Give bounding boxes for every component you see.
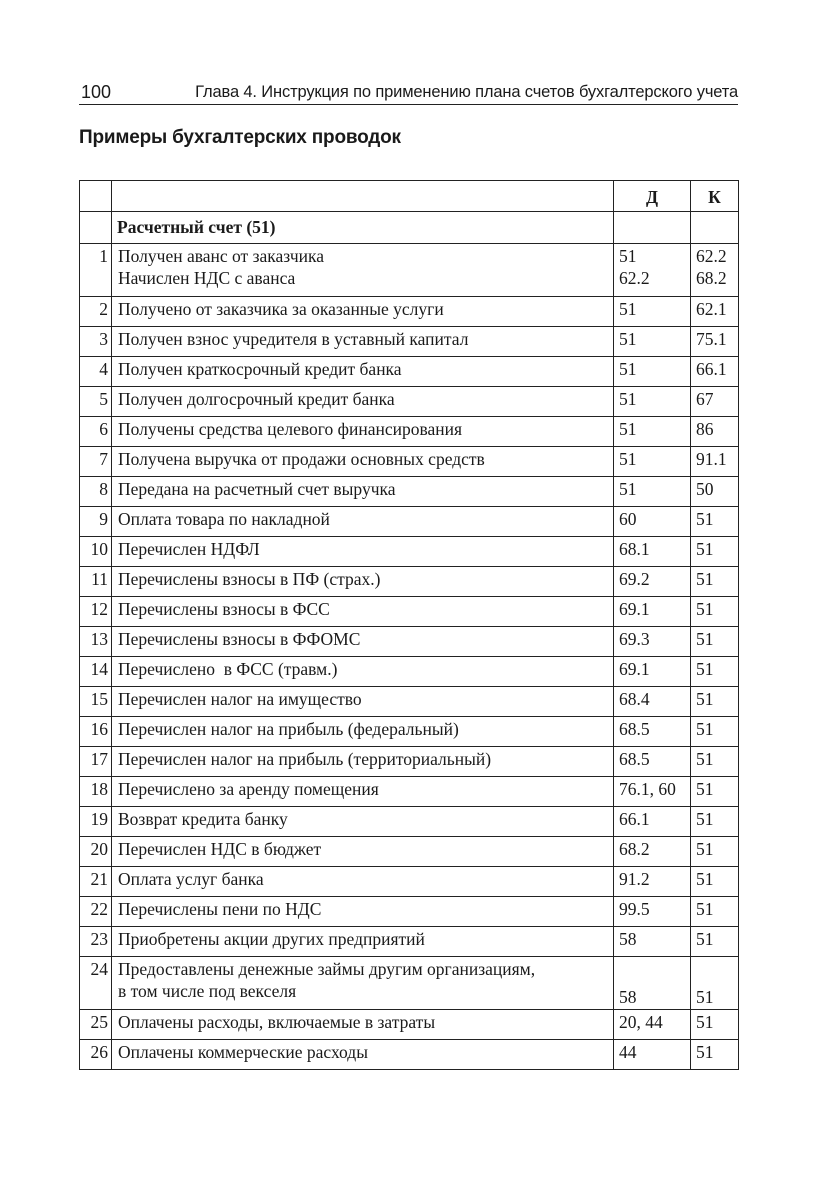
credit-account: 51 [691, 747, 739, 777]
credit-account: 51 [691, 1040, 739, 1070]
row-description: Перечислен налог на имущество [112, 687, 614, 717]
credit-account: 51 [691, 627, 739, 657]
table-row [80, 244, 739, 297]
credit-account: 67 [691, 387, 739, 417]
debit-account: 69.1 [614, 597, 691, 627]
debit-account: 91.2 [614, 867, 691, 897]
row-description: Получен взнос учредителя в уставный капитал [112, 327, 614, 357]
row-description [112, 957, 614, 1010]
debit-account: 68.5 [614, 717, 691, 747]
table-row [80, 1040, 739, 1070]
debit-account: 58 [614, 957, 691, 1010]
description-line: Получен аванс от заказчика [118, 246, 324, 266]
row-number: 3 [80, 327, 112, 357]
credit-account: 51 [691, 777, 739, 807]
debit-account: 76.1, 60 [614, 777, 691, 807]
credit-account: 51 [691, 927, 739, 957]
credit-account: 51 [691, 507, 739, 537]
row-description: Перечислены взносы в ФФОМС [112, 627, 614, 657]
debit-account: 51 [614, 447, 691, 477]
row-description: Возврат кредита банку [112, 807, 614, 837]
table-header-row [80, 181, 739, 212]
credit-account [691, 244, 739, 297]
row-number: 16 [80, 717, 112, 747]
credit-account: 51 [691, 717, 739, 747]
table-row [80, 957, 739, 1010]
table-row [80, 867, 739, 897]
table-row [80, 627, 739, 657]
row-description: Получены средства целевого финансирования [112, 417, 614, 447]
postings-table [79, 180, 739, 1070]
row-number: 22 [80, 897, 112, 927]
table-row [80, 417, 739, 447]
credit-account: 51 [691, 687, 739, 717]
table-row [80, 837, 739, 867]
table-cell [614, 212, 691, 244]
row-description: Оплата услуг банка [112, 867, 614, 897]
debit-account: 51 [614, 477, 691, 507]
debit-account: 20, 44 [614, 1010, 691, 1040]
table-row [80, 657, 739, 687]
row-number: 2 [80, 297, 112, 327]
debit-account: 51 [614, 417, 691, 447]
row-number: 15 [80, 687, 112, 717]
debit-line: 62.2 [619, 268, 650, 288]
account-subheading: Расчетный счет (51) [112, 212, 614, 244]
table-row [80, 597, 739, 627]
credit-account: 51 [691, 837, 739, 867]
table-row [80, 507, 739, 537]
credit-account: 75.1 [691, 327, 739, 357]
row-description: Перечислен налог на прибыль (территориальный) [112, 747, 614, 777]
row-number: 5 [80, 387, 112, 417]
credit-account: 51 [691, 567, 739, 597]
row-description: Перечислен НДС в бюджет [112, 837, 614, 867]
row-number: 20 [80, 837, 112, 867]
debit-account: 51 [614, 387, 691, 417]
credit-column-header: К [691, 181, 739, 212]
row-number: 9 [80, 507, 112, 537]
row-number: 13 [80, 627, 112, 657]
description-line: Начислен НДС с аванса [118, 268, 296, 288]
credit-account: 50 [691, 477, 739, 507]
row-number: 1 [80, 244, 112, 297]
row-description: Получена выручка от продажи основных средств [112, 447, 614, 477]
table-row [80, 537, 739, 567]
credit-account: 51 [691, 657, 739, 687]
description-line: в том числе под векселя [118, 981, 297, 1001]
section-title: Примеры бухгалтерских проводок [79, 127, 401, 148]
debit-account: 51 [614, 357, 691, 387]
row-number: 12 [80, 597, 112, 627]
debit-account: 68.4 [614, 687, 691, 717]
table-cell [691, 212, 739, 244]
row-description: Передана на расчетный счет выручка [112, 477, 614, 507]
credit-account: 62.1 [691, 297, 739, 327]
row-number: 19 [80, 807, 112, 837]
table-row [80, 897, 739, 927]
debit-account: 44 [614, 1040, 691, 1070]
table-row [80, 807, 739, 837]
row-number: 25 [80, 1010, 112, 1040]
row-number: 10 [80, 537, 112, 567]
row-description: Перечислено за аренду помещения [112, 777, 614, 807]
credit-line: 62.2 [696, 246, 727, 266]
row-number: 14 [80, 657, 112, 687]
debit-line: 51 [619, 246, 637, 266]
debit-account: 51 [614, 327, 691, 357]
credit-line: 68.2 [696, 268, 727, 288]
row-description: Получено от заказчика за оказанные услуги [112, 297, 614, 327]
row-number: 17 [80, 747, 112, 777]
credit-account: 51 [691, 597, 739, 627]
debit-account: 66.1 [614, 807, 691, 837]
table-row [80, 447, 739, 477]
table-cell [80, 212, 112, 244]
row-description: Перечислены взносы в ФСС [112, 597, 614, 627]
running-header [79, 80, 738, 105]
row-description: Оплачены коммерческие расходы [112, 1040, 614, 1070]
row-description: Получен долгосрочный кредит банка [112, 387, 614, 417]
subheading-row [80, 212, 739, 244]
debit-account: 69.2 [614, 567, 691, 597]
row-number: 26 [80, 1040, 112, 1070]
row-description: Перечислен налог на прибыль (федеральный) [112, 717, 614, 747]
debit-account: 68.1 [614, 537, 691, 567]
row-number: 8 [80, 477, 112, 507]
page-number: 100 [81, 82, 112, 102]
debit-account: 68.5 [614, 747, 691, 777]
table-row [80, 717, 739, 747]
row-description: Перечислено в ФСС (травм.) [112, 657, 614, 687]
debit-account: 68.2 [614, 837, 691, 867]
row-description: Получен краткосрочный кредит банка [112, 357, 614, 387]
row-description: Оплачены расходы, включаемые в затраты [112, 1010, 614, 1040]
table-row [80, 357, 739, 387]
debit-account: 99.5 [614, 897, 691, 927]
credit-account: 51 [691, 537, 739, 567]
table-row [80, 327, 739, 357]
table-row [80, 777, 739, 807]
row-description: Перечислен НДФЛ [112, 537, 614, 567]
credit-account: 86 [691, 417, 739, 447]
table-row [80, 477, 739, 507]
debit-account [614, 244, 691, 297]
credit-account: 91.1 [691, 447, 739, 477]
row-number: 23 [80, 927, 112, 957]
debit-account: 69.3 [614, 627, 691, 657]
row-description: Оплата товара по накладной [112, 507, 614, 537]
credit-account: 66.1 [691, 357, 739, 387]
table-row [80, 387, 739, 417]
credit-account: 51 [691, 957, 739, 1010]
table-row [80, 567, 739, 597]
credit-account: 51 [691, 1010, 739, 1040]
credit-account: 51 [691, 807, 739, 837]
credit-account: 51 [691, 897, 739, 927]
table-row [80, 1010, 739, 1040]
row-description [112, 244, 614, 297]
row-number: 11 [80, 567, 112, 597]
row-description: Перечислены пени по НДС [112, 897, 614, 927]
chapter-title: Глава 4. Инструкция по применению плана счетов бухгалтерского учета [195, 83, 738, 101]
row-number: 18 [80, 777, 112, 807]
row-number: 21 [80, 867, 112, 897]
row-number: 7 [80, 447, 112, 477]
debit-account: 58 [614, 927, 691, 957]
table-row [80, 927, 739, 957]
description-column-header [112, 181, 614, 212]
row-description: Перечислены взносы в ПФ (страх.) [112, 567, 614, 597]
debit-account: 69.1 [614, 657, 691, 687]
debit-column-header: Д [614, 181, 691, 212]
debit-account: 51 [614, 297, 691, 327]
row-number: 24 [80, 957, 112, 1010]
credit-account: 51 [691, 867, 739, 897]
description-line: Предоставлены денежные займы другим организациям, [118, 959, 536, 979]
row-description: Приобретены акции других предприятий [112, 927, 614, 957]
row-number: 4 [80, 357, 112, 387]
table-row [80, 747, 739, 777]
row-number: 6 [80, 417, 112, 447]
table-row [80, 297, 739, 327]
table-row [80, 687, 739, 717]
number-column-header [80, 181, 112, 212]
debit-account: 60 [614, 507, 691, 537]
